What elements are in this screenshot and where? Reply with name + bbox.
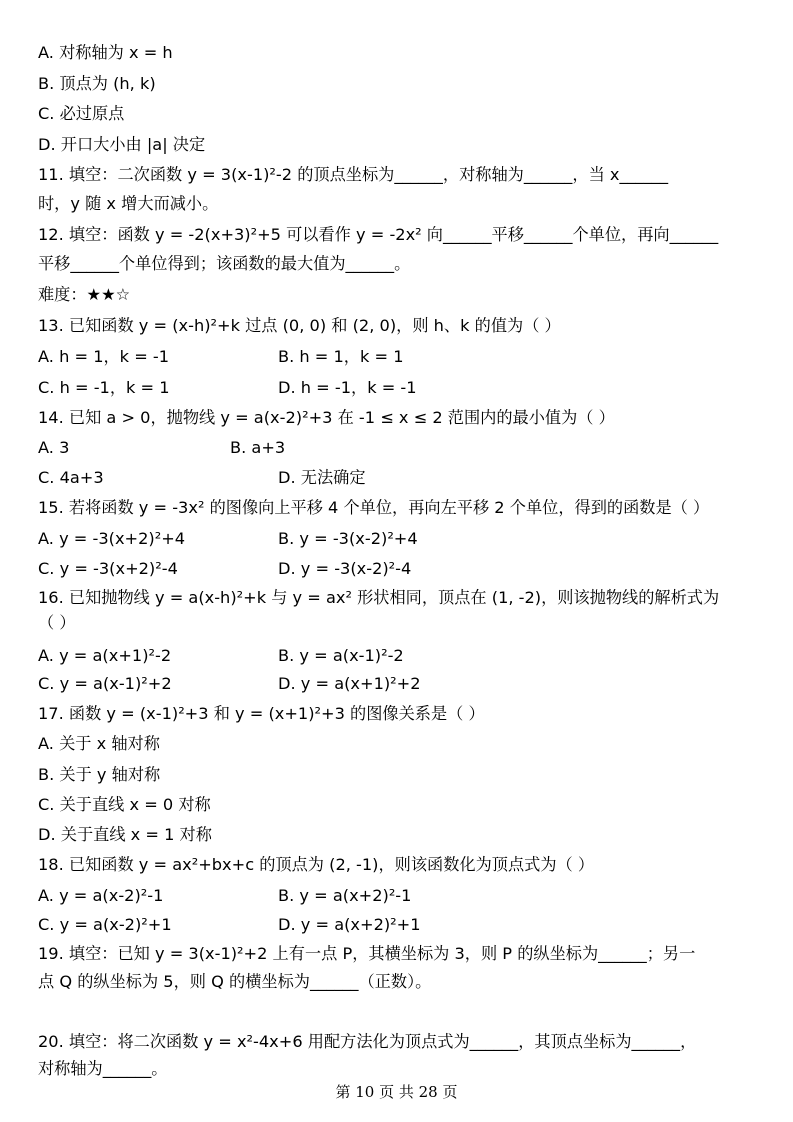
question-12-cont: 平移______个单位得到；该函数的最大值为______。 xyxy=(38,254,411,273)
question-14: 14. 已知 a > 0，抛物线 y = a(x-2)²+3 在 -1 ≤ x ≤ 2 范围内的最小值为（ ） xyxy=(38,408,615,427)
option-a: A. y = a(x+1)²-2 xyxy=(38,646,172,665)
option-d: D. y = a(x+1)²+2 xyxy=(278,674,421,693)
option-b: B. y = a(x+2)²-1 xyxy=(278,886,412,905)
option-c: C. 关于直线 x = 0 对称 xyxy=(38,795,211,814)
option-c: C. y = a(x-1)²+2 xyxy=(38,674,172,693)
option-a: A. 关于 x 轴对称 xyxy=(38,734,160,753)
option-a: A. y = a(x-2)²-1 xyxy=(38,886,164,905)
question-18: 18. 已知函数 y = ax²+bx+c 的顶点为 (2, -1)，则该函数化为顶点式为（ ） xyxy=(38,855,595,874)
question-16: 16. 已知抛物线 y = a(x-h)²+k 与 y = ax² 形状相同，顶点在 (1, -2)，则该抛物线的解析式为 xyxy=(38,588,720,607)
option-b: B. 关于 y 轴对称 xyxy=(38,765,161,784)
question-17: 17. 函数 y = (x-1)²+3 和 y = (x+1)²+3 的图像关系是（ ） xyxy=(38,704,485,723)
option-d: D. h = -1，k = -1 xyxy=(278,378,417,397)
option-line: D. 开口大小由 |a| 决定 xyxy=(38,135,206,154)
option-b: B. y = -3(x-2)²+4 xyxy=(278,529,418,548)
option-c: C. 4a+3 xyxy=(38,468,104,487)
option-line: B. 顶点为 (h, k) xyxy=(38,74,156,93)
question-20-cont: 对称轴为______。 xyxy=(38,1059,168,1078)
option-line: C. 必过原点 xyxy=(38,104,125,123)
option-c: C. y = a(x-2)²+1 xyxy=(38,915,172,934)
question-12: 12. 填空：函数 y = -2(x+3)²+5 可以看作 y = -2x² 向______平移______个单位，再向______ xyxy=(38,225,719,244)
difficulty-label: 难度：★★☆ xyxy=(38,285,131,304)
option-line: A. 对称轴为 x = h xyxy=(38,43,173,62)
question-11-cont: 时，y 随 x 增大而减小。 xyxy=(38,194,219,213)
question-16-cont: （ ） xyxy=(38,613,76,632)
page-footer: 第 10 页 共 28 页 xyxy=(335,1083,458,1101)
option-b: B. a+3 xyxy=(230,438,286,457)
question-15: 15. 若将函数 y = -3x² 的图像向上平移 4 个单位，再向左平移 2 个单位，得到的函数是（ ） xyxy=(38,498,710,517)
question-13: 13. 已知函数 y = (x-h)²+k 过点 (0, 0) 和 (2, 0)，则 h、k 的值为（ ） xyxy=(38,316,561,335)
option-c: C. h = -1，k = 1 xyxy=(38,378,170,397)
question-20: 20. 填空：将二次函数 y = x²-4x+6 用配方法化为顶点式为______，其顶点坐标为______， xyxy=(38,1032,697,1051)
question-11: 11. 填空：二次函数 y = 3(x-1)²-2 的顶点坐标为______，对称轴为______，当 x______ xyxy=(38,165,669,184)
option-b: B. y = a(x-1)²-2 xyxy=(278,646,404,665)
option-d: D. 无法确定 xyxy=(278,468,366,487)
option-a: A. 3 xyxy=(38,438,70,457)
option-d: D. y = a(x+2)²+1 xyxy=(278,915,421,934)
option-a: A. y = -3(x+2)²+4 xyxy=(38,529,186,548)
question-19-cont: 点 Q 的纵坐标为 5，则 Q 的横坐标为______（正数）。 xyxy=(38,972,432,991)
option-a: A. h = 1，k = -1 xyxy=(38,347,170,366)
question-19: 19. 填空：已知 y = 3(x-1)²+2 上有一点 P，其横坐标为 3，则 P 的纵坐标为______；另一 xyxy=(38,944,696,963)
option-d: D. y = -3(x-2)²-4 xyxy=(278,559,412,578)
option-b: B. h = 1，k = 1 xyxy=(278,347,404,366)
option-c: C. y = -3(x+2)²-4 xyxy=(38,559,178,578)
option-d: D. 关于直线 x = 1 对称 xyxy=(38,825,212,844)
